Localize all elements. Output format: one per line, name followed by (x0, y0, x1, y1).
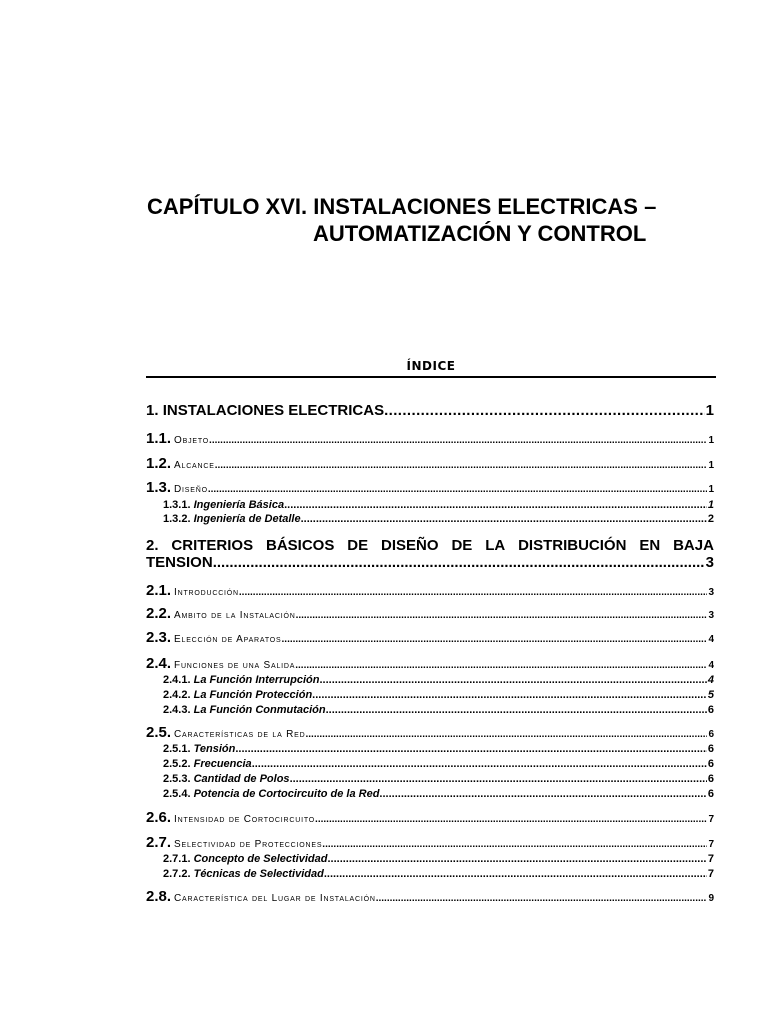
toc-entry-2-2[interactable]: 2.2. Ambito de la Instalación ..... 3 (146, 605, 714, 622)
toc-entry-2-4-2[interactable]: 2.4.2. La Función Protección ..... 5 (146, 689, 714, 701)
toc-entry-2-8[interactable]: 2.8. Característica del Lugar de Instalación ..... 9 (146, 888, 714, 905)
toc-entry-1-1[interactable]: 1.1. Objeto ..... 1 (146, 430, 714, 447)
toc-entry-2-7[interactable]: 2.7. Selectividad de Protecciones ..... 7 (146, 834, 714, 851)
toc-entry-2-7-2[interactable]: 2.7.2. Técnicas de Selectividad ..... 7 (146, 868, 714, 880)
toc-entry-2-5-3[interactable]: 2.5.3. Cantidad de Polos ..... 6 (146, 773, 714, 785)
toc-entry-2-4-3[interactable]: 2.4.3. La Función Conmutación ..... 6 (146, 704, 714, 716)
toc-entry-1-3-2[interactable]: 1.3.2. Ingeniería de Detalle ..... 2 (146, 513, 714, 525)
toc-entry-1-3[interactable]: 1.3. Diseño ..... 1 (146, 479, 714, 496)
toc-entry-2-5-4[interactable]: 2.5.4. Potencia de Cortocircuito de la Red ..... 6 (146, 788, 714, 800)
toc-entry-1[interactable]: 1. INSTALACIONES ELECTRICAS ..... 1 (146, 402, 714, 419)
toc-entry-1-3-1[interactable]: 1.3.1. Ingeniería Básica ..... 1 (146, 499, 714, 511)
chapter-title-line-2: AUTOMATIZACIÓN Y CONTROL (313, 221, 647, 246)
toc-entry-1-2[interactable]: 1.2. Alcance ..... 1 (146, 455, 714, 472)
index-heading: ÍNDICE (406, 359, 456, 373)
toc-entry-2-5-1[interactable]: 2.5.1. Tensión ..... 6 (146, 743, 714, 755)
toc-entry-2-5[interactable]: 2.5. Características de la Red ..... 6 (146, 724, 714, 741)
toc-entry-2-line-1: 2. CRITERIOS BÁSICOS DE DISEÑO DE LA DISTRIBUCIÓN EN BAJA (146, 537, 714, 554)
index-divider (146, 376, 716, 378)
toc-entry-2-3[interactable]: 2.3. Elección de Aparatos ..... 4 (146, 629, 714, 646)
chapter-title-line-1: CAPÍTULO XVI. INSTALACIONES ELECTRICAS – (147, 194, 657, 219)
toc-entry-2-line-2: TENSION ..... 3 (146, 554, 714, 571)
toc-entry-2-4[interactable]: 2.4. Funciones de una Salida ..... 4 (146, 655, 714, 672)
toc-entry-2-4-1[interactable]: 2.4.1. La Función Interrupción ..... 4 (146, 674, 714, 686)
chapter-title (147, 193, 727, 247)
toc-entry-2-7-1[interactable]: 2.7.1. Concepto de Selectividad ..... 7 (146, 853, 714, 865)
toc-entry-2-5-2[interactable]: 2.5.2. Frecuencia ..... 6 (146, 758, 714, 770)
toc-entry-2[interactable] (146, 537, 714, 571)
toc-entry-2-6[interactable]: 2.6. Intensidad de Cortocircuito ..... 7 (146, 809, 714, 826)
toc-entry-2-1[interactable]: 2.1. Introducción ..... 3 (146, 582, 714, 599)
